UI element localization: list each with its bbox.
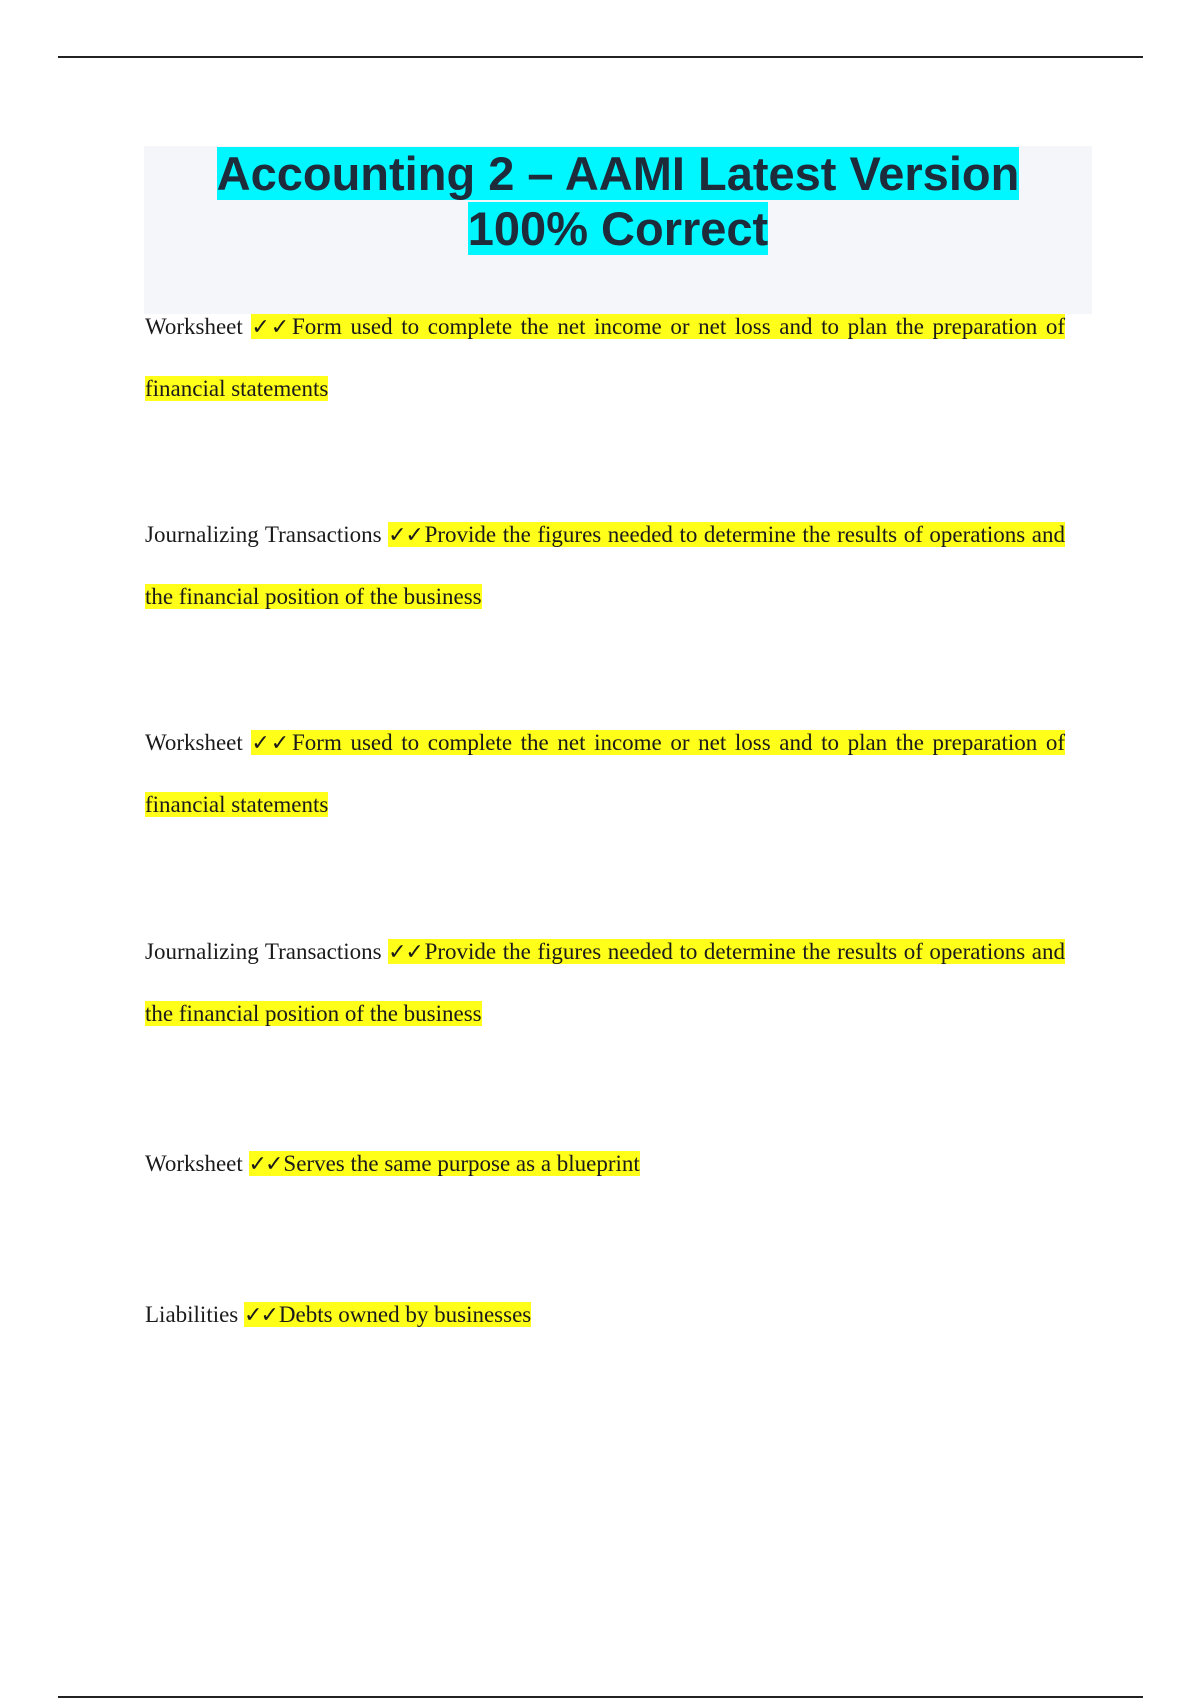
header-rule: [58, 56, 1143, 58]
entry-term: Liabilities: [145, 1302, 239, 1327]
entry-term: Journalizing Transactions: [145, 522, 382, 547]
entry-answer: [249, 1151, 640, 1176]
double-check-icon: ✓✓: [244, 1303, 277, 1328]
title-line-2: 100% Correct: [467, 202, 769, 255]
qa-entry: [145, 296, 1065, 419]
qa-entry: [145, 1284, 1065, 1346]
entry-answer: [145, 314, 1065, 401]
entry-answer-text: Form used to complete the net income or net loss and to plan the preparation of financial statements: [145, 730, 1066, 817]
entry-term: Worksheet: [145, 314, 243, 339]
double-check-icon: ✓✓: [251, 315, 291, 340]
title-line-1: Accounting 2 – AAMI Latest Version: [216, 147, 1020, 200]
qa-entry: [145, 712, 1065, 835]
entry-answer: [145, 730, 1065, 817]
document-title: [144, 146, 1092, 256]
footer-rule: [58, 1696, 1143, 1698]
entry-answer-text: Provide the figures needed to determine the results of operations and the financial position of the business: [145, 939, 1065, 1026]
double-check-icon: ✓✓: [251, 731, 291, 756]
entry-answer-text: Provide the figures needed to determine the results of operations and the financial position of the business: [145, 522, 1065, 609]
qa-entry: [145, 921, 1065, 1044]
entry-answer: [244, 1302, 531, 1327]
entry-term: Worksheet: [145, 730, 243, 755]
entry-answer-text: Form used to complete the net income or net loss and to plan the preparation of financial statements: [145, 314, 1066, 401]
double-check-icon: ✓✓: [248, 1152, 282, 1177]
entry-answer-text: Serves the same purpose as a blueprint: [283, 1151, 640, 1176]
qa-entry: [145, 1133, 1065, 1195]
double-check-icon: ✓✓: [388, 523, 423, 548]
entry-term: Journalizing Transactions: [145, 939, 382, 964]
double-check-icon: ✓✓: [388, 940, 423, 965]
qa-entry: [145, 504, 1065, 627]
entry-answer-text: Debts owned by businesses: [278, 1302, 532, 1327]
title-block: [144, 146, 1092, 314]
entry-term: Worksheet: [145, 1151, 243, 1176]
